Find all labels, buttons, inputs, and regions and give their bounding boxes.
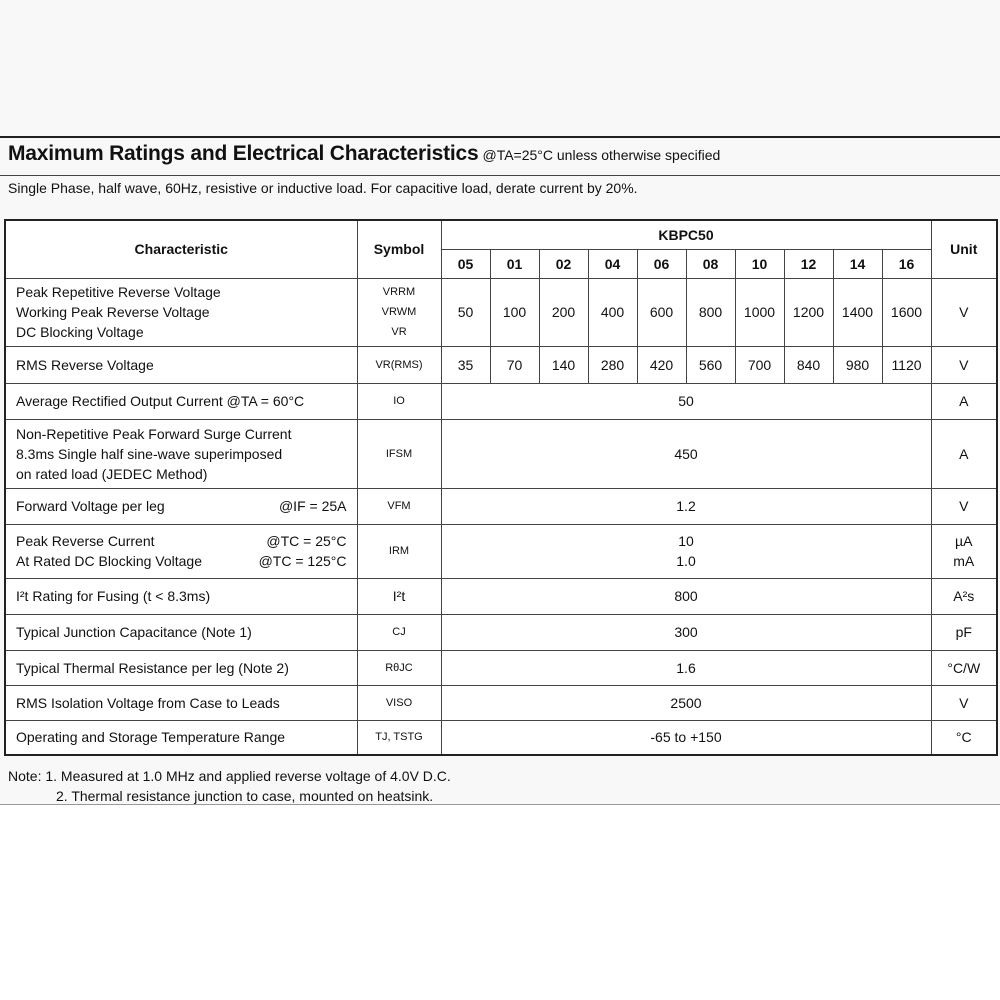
value-cell: 200 xyxy=(539,278,588,346)
title-text: Maximum Ratings and Electrical Characteristics xyxy=(8,142,479,165)
unit-cell: V xyxy=(931,685,997,720)
table-row-rth xyxy=(5,650,997,685)
condition-text: @TC = 125°C xyxy=(258,553,347,569)
value-cell xyxy=(441,524,931,578)
table-row-ifsm xyxy=(5,419,997,488)
row-symbol: I²t xyxy=(357,578,441,614)
value-cell: 800 xyxy=(441,578,931,614)
value-cell: -65 to +150 xyxy=(441,720,931,755)
label-line: 8.3ms Single half sine-wave superimposed xyxy=(16,445,283,462)
title-condition: @TA=25°C unless otherwise specified xyxy=(482,147,721,163)
row-symbol: VFM xyxy=(357,488,441,524)
unit-cell: pF xyxy=(931,614,997,650)
row-label xyxy=(5,278,357,346)
label-text: Forward Voltage per leg xyxy=(16,498,165,514)
header-symbol: Symbol xyxy=(357,220,441,278)
unit-cell: A xyxy=(931,419,997,488)
row-symbol xyxy=(357,278,441,346)
row-label: RMS Reverse Voltage xyxy=(5,346,357,383)
header-unit: Unit xyxy=(931,220,997,278)
ratings-table xyxy=(4,219,998,756)
note-1: Note: 1. Measured at 1.0 MHz and applied reverse voltage of 4.0V D.C. xyxy=(8,768,451,784)
note-2: 2. Thermal resistance junction to case, mounted on heatsink. xyxy=(56,788,434,804)
label-text: At Rated DC Blocking Voltage xyxy=(16,553,202,569)
section-title xyxy=(8,142,720,166)
row-label: Typical Junction Capacitance (Note 1) xyxy=(5,614,357,650)
value-cell: 140 xyxy=(539,346,588,383)
table-row-irm xyxy=(5,524,997,578)
value-cell: 420 xyxy=(637,346,686,383)
table-row-vfm xyxy=(5,488,997,524)
row-symbol: VISO xyxy=(357,685,441,720)
label-line: DC Blocking Voltage xyxy=(16,324,144,340)
value-cell: 1600 xyxy=(882,278,931,346)
type-header: 16 xyxy=(882,249,931,278)
type-header: 14 xyxy=(833,249,882,278)
table-row-viso xyxy=(5,685,997,720)
row-label xyxy=(5,524,357,578)
header-characteristic: Characteristic xyxy=(5,220,357,278)
value-cell: 840 xyxy=(784,346,833,383)
header-row-1 xyxy=(5,220,997,249)
value-cell: 1000 xyxy=(735,278,784,346)
value-cell: 1200 xyxy=(784,278,833,346)
row-label: Typical Thermal Resistance per leg (Note 2) xyxy=(5,650,357,685)
value-cell: 560 xyxy=(686,346,735,383)
value-cell: 100 xyxy=(490,278,539,346)
value-cell: 300 xyxy=(441,614,931,650)
label-line: Peak Repetitive Reverse Voltage xyxy=(16,284,221,300)
table-row-io xyxy=(5,383,997,419)
value-line: 1.0 xyxy=(676,553,696,569)
footnotes xyxy=(8,766,451,806)
header-family: KBPC50 xyxy=(441,220,931,249)
unit-cell: V xyxy=(931,488,997,524)
row-symbol: IRM xyxy=(357,524,441,578)
unit-cell: A²s xyxy=(931,578,997,614)
symbol-line: VRWM xyxy=(381,306,417,318)
type-header: 01 xyxy=(490,249,539,278)
value-cell: 280 xyxy=(588,346,637,383)
unit-line: mA xyxy=(953,553,975,569)
row-symbol: IO xyxy=(357,383,441,419)
label-text: Peak Reverse Current xyxy=(16,533,155,549)
row-symbol: TJ, TSTG xyxy=(357,720,441,755)
unit-cell: °C/W xyxy=(931,650,997,685)
table-row-vrms xyxy=(5,346,997,383)
row-symbol: VR(RMS) xyxy=(357,346,441,383)
label-line xyxy=(16,551,357,571)
row-label xyxy=(5,488,357,524)
table-row-temp xyxy=(5,720,997,755)
value-cell: 1120 xyxy=(882,346,931,383)
symbol-line: VR xyxy=(391,326,407,338)
top-rule xyxy=(0,136,1000,138)
unit-cell: A xyxy=(931,383,997,419)
value-cell: 450 xyxy=(441,419,931,488)
value-line: 10 xyxy=(678,533,694,549)
value-cell: 400 xyxy=(588,278,637,346)
value-cell: 50 xyxy=(441,278,490,346)
row-symbol: CJ xyxy=(357,614,441,650)
table-row-cj xyxy=(5,614,997,650)
title-rule xyxy=(0,175,1000,176)
row-symbol: RθJC xyxy=(357,650,441,685)
type-header: 05 xyxy=(441,249,490,278)
label-line: on rated load (JEDEC Method) xyxy=(16,465,208,482)
subtitle: Single Phase, half wave, 60Hz, resistive or inductive load. For capacitive load, derate current by 20%. xyxy=(8,180,638,196)
value-cell: 700 xyxy=(735,346,784,383)
unit-cell: V xyxy=(931,346,997,383)
type-header: 02 xyxy=(539,249,588,278)
type-header: 08 xyxy=(686,249,735,278)
condition-text: @IF = 25A xyxy=(278,498,347,514)
unit-line: µA xyxy=(955,533,973,549)
value-cell: 1.6 xyxy=(441,650,931,685)
condition-text: @TC = 25°C xyxy=(266,533,347,549)
label-line: Non-Repetitive Peak Forward Surge Current xyxy=(16,425,292,442)
value-cell: 2500 xyxy=(441,685,931,720)
table-row-i2t xyxy=(5,578,997,614)
unit-cell: V xyxy=(931,278,997,346)
value-cell: 1400 xyxy=(833,278,882,346)
unit-cell xyxy=(931,524,997,578)
value-cell: 35 xyxy=(441,346,490,383)
row-label: RMS Isolation Voltage from Case to Leads xyxy=(5,685,357,720)
type-header: 12 xyxy=(784,249,833,278)
symbol-line: VRRM xyxy=(382,286,416,298)
value-cell: 800 xyxy=(686,278,735,346)
value-cell: 980 xyxy=(833,346,882,383)
type-header: 10 xyxy=(735,249,784,278)
row-label: Average Rectified Output Current @TA = 60°C xyxy=(5,383,357,419)
row-symbol: IFSM xyxy=(357,419,441,488)
value-cell: 1.2 xyxy=(441,488,931,524)
type-header: 06 xyxy=(637,249,686,278)
unit-cell: °C xyxy=(931,720,997,755)
value-cell: 600 xyxy=(637,278,686,346)
bottom-rule xyxy=(0,804,1000,805)
table-row-vrrm xyxy=(5,278,997,346)
label-line xyxy=(16,531,357,551)
row-label: Operating and Storage Temperature Range xyxy=(5,720,357,755)
label-line: Working Peak Reverse Voltage xyxy=(16,304,210,320)
value-cell: 50 xyxy=(441,383,931,419)
type-header: 04 xyxy=(588,249,637,278)
row-label: I²t Rating for Fusing (t < 8.3ms) xyxy=(5,578,357,614)
row-label xyxy=(5,419,357,488)
value-cell: 70 xyxy=(490,346,539,383)
